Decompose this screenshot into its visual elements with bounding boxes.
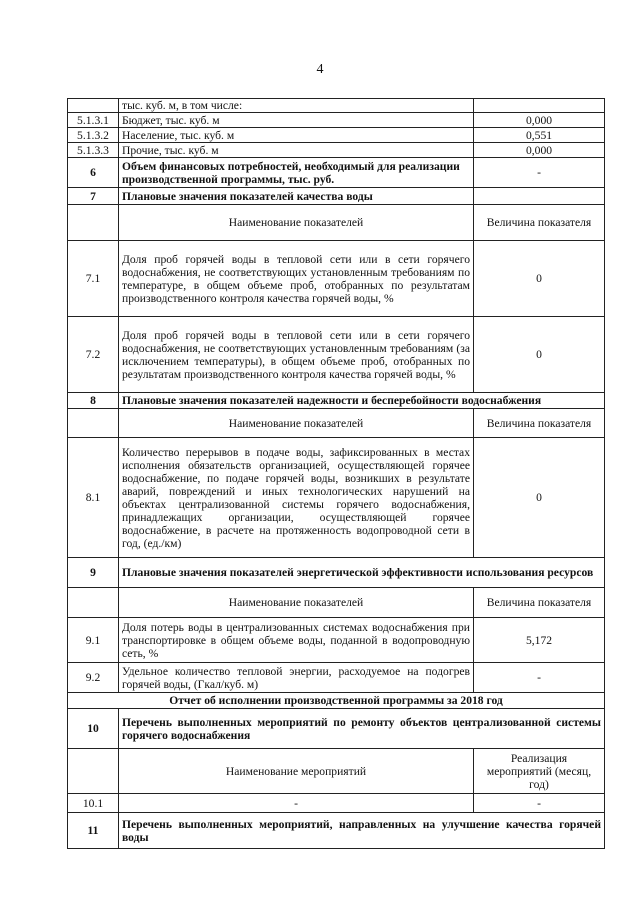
row-number-cell: 10 (68, 709, 119, 749)
table-header-row (68, 205, 605, 241)
section-heading: Перечень выполненных мероприятий по ремонту объектов централизованной системы горячего водоснабжения (119, 709, 605, 749)
report-heading: Отчет об исполнении производственной программы за 2018 год (68, 693, 605, 709)
row-value-cell: 0,000 (474, 143, 605, 158)
row-number-cell: 8 (68, 393, 119, 409)
row-text-cell: Удельное количество тепловой энергии, расходуемое на подогрев горячей воды, (Гкал/куб. м) (119, 663, 474, 693)
table-row (68, 393, 605, 409)
table-row (68, 794, 605, 813)
row-value-cell: 0 (474, 317, 605, 393)
column-header-name: Наименование показателей (119, 205, 474, 241)
table-row (68, 618, 605, 663)
table-row (68, 438, 605, 558)
page-number: 4 (316, 62, 324, 77)
row-text-cell: Бюджет, тыс. куб. м (119, 113, 474, 128)
row-number-cell: 5.1.3.3 (68, 143, 119, 158)
column-header-value: Величина показателя (474, 588, 605, 618)
table-row (68, 558, 605, 588)
row-text-cell: - (119, 794, 474, 813)
table-row (68, 317, 605, 393)
row-number-cell (68, 749, 119, 794)
row-number-cell: 5.1.3.1 (68, 113, 119, 128)
row-value-cell (474, 188, 605, 205)
column-header-value: Величина показателя (474, 409, 605, 438)
row-value-cell: - (474, 794, 605, 813)
section-heading: Плановые значения показателей качества воды (119, 188, 474, 205)
table-row (68, 113, 605, 128)
row-value-cell: 0 (474, 241, 605, 317)
row-value-cell (474, 99, 605, 113)
row-value-cell: - (474, 158, 605, 188)
row-number-cell: 7.1 (68, 241, 119, 317)
row-number-cell: 6 (68, 158, 119, 188)
program-table (67, 98, 605, 849)
row-text-cell: тыс. куб. м, в том числе: (119, 99, 474, 113)
table-row (68, 158, 605, 188)
row-text-cell: Доля проб горячей воды в тепловой сети или в сети горячего водоснабжения, не соответствующих установленным требованиям (за исключением температуры), в общем объеме проб, отобранных по результатам производственного контроля качества горячей воды, % (119, 317, 474, 393)
row-text-cell: Прочие, тыс. куб. м (119, 143, 474, 158)
row-text-cell: Доля потерь воды в централизованных системах водоснабжения при транспортировке в общем объеме воды, поданной в водопроводную сеть, % (119, 618, 474, 663)
table-row (68, 99, 605, 113)
row-number-cell: 7.2 (68, 317, 119, 393)
row-text-cell: Количество перерывов в подаче воды, зафиксированных в местах исполнения обязательств организацией, осуществляющей горячее водоснабжение, по подаче горячей воды, возникших в результате аварий, повреждений и иных технологических нарушений на объектах централизованной системы горячего водоснабжения, принадлежащих организации, осуществляющей горячее водоснабжение, в расчете на протяженность водопроводной сети в год, (ед./км) (119, 438, 474, 558)
row-number-cell: 9 (68, 558, 119, 588)
row-number-cell: 9.2 (68, 663, 119, 693)
section-heading: Плановые значения показателей энергетической эффективности использования ресурсов (119, 558, 605, 588)
row-value-cell: 5,172 (474, 618, 605, 663)
table-header-row (68, 588, 605, 618)
row-text-cell: Доля проб горячей воды в тепловой сети или в сети горячего водоснабжения, не соответствующих установленным требованиям по температуре, в общем объеме проб, отобранных по результатам производственного контроля качества горячей воды, % (119, 241, 474, 317)
row-number-cell: 10.1 (68, 794, 119, 813)
table-row (68, 693, 605, 709)
table-row (68, 813, 605, 849)
column-header-name: Наименование мероприятий (119, 749, 474, 794)
table-row (68, 241, 605, 317)
table-header-row (68, 409, 605, 438)
row-number-cell: 5.1.3.2 (68, 128, 119, 143)
column-header-value: Величина показателя (474, 205, 605, 241)
table-row (68, 709, 605, 749)
row-number-cell: 11 (68, 813, 119, 849)
row-number-cell (68, 588, 119, 618)
column-header-value: Реализация мероприятий (месяц, год) (474, 749, 605, 794)
row-number-cell (68, 205, 119, 241)
column-header-name: Наименование показателей (119, 588, 474, 618)
table-header-row (68, 749, 605, 794)
row-number-cell: 9.1 (68, 618, 119, 663)
table-row (68, 128, 605, 143)
table-row (68, 188, 605, 205)
row-number-cell: 8.1 (68, 438, 119, 558)
row-value-cell: 0,000 (474, 113, 605, 128)
row-value-cell: - (474, 663, 605, 693)
column-header-name: Наименование показателей (119, 409, 474, 438)
section-heading: Перечень выполненных мероприятий, направленных на улучшение качества горячей воды (119, 813, 605, 849)
table-row (68, 143, 605, 158)
section-heading: Плановые значения показателей надежности и бесперебойности водоснабжения (119, 393, 605, 409)
row-number-cell: 7 (68, 188, 119, 205)
row-value-cell: 0 (474, 438, 605, 558)
row-text-cell: Население, тыс. куб. м (119, 128, 474, 143)
row-number-cell (68, 409, 119, 438)
table-row (68, 663, 605, 693)
row-text-cell: Объем финансовых потребностей, необходимый для реализации производственной программы, тыс. руб. (119, 158, 474, 188)
row-number-cell (68, 99, 119, 113)
row-value-cell: 0,551 (474, 128, 605, 143)
